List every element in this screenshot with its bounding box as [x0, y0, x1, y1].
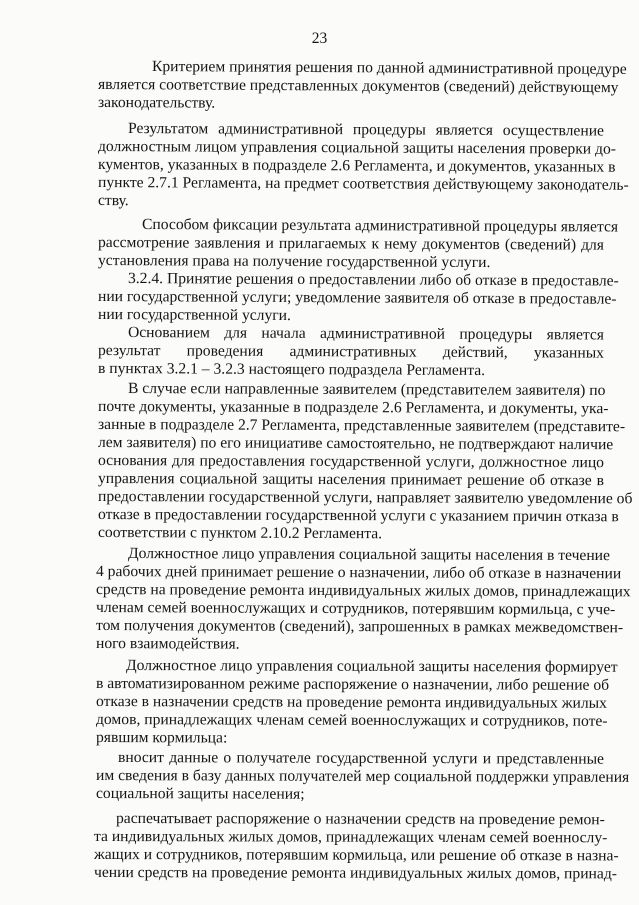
text-line: В случае если направленные заявителем (представителем заявителя) по — [127, 380, 606, 400]
text-line: результат проведения административных действий, указанных — [97, 342, 605, 362]
text-line: почте документы, указанные в подразделе 2.6 Регламента, и документы, ука- — [97, 398, 609, 418]
page-number: 23 — [311, 30, 328, 47]
text-line: кументов, указанных в подразделе 2.6 Регламента, и документов, указанных в — [97, 156, 616, 176]
text-line: Должностное лицо управления социальной защиты населения формирует — [125, 657, 618, 676]
text-line: рявшим кормильца: — [95, 729, 228, 747]
text-line: нии государственной услуги; уведомление заявителя об отказе в предоставле- — [97, 288, 617, 308]
text-line: рассмотрение заявления и прилагаемых к нему документов (сведений) для — [97, 234, 605, 254]
text-line: соответствии с пунктом 2.10.2 Регламента. — [97, 524, 383, 543]
text-line: в автоматизированном режиме распоряжение о назначении, либо решение об — [95, 675, 610, 694]
text-line: 3.2.4. Принятие решения о предоставлении либо об отказе в предоставле- — [127, 270, 619, 290]
text-line: ного взаимодействия. — [95, 635, 240, 653]
text-line: отказе в предоставлении государственной услуги с указанием причин отказа в — [97, 506, 619, 526]
text-line: Результатом административной процедуры является осуществление — [127, 120, 605, 140]
text-line: членам семей военнослужащих и сотрудников, потерявшим кормильца, с уче- — [95, 599, 616, 619]
text-line: законодательству. — [97, 94, 216, 112]
text-line: им сведения в базу данных получателей мер социальной поддержки управления — [95, 767, 630, 786]
text-line: средств на проведение ремонта индивидуальных жилых домов, принадлежащих — [95, 581, 631, 601]
text-line: является соответствие представленных документов (сведений) действующему — [97, 76, 619, 97]
text-line: чении средств на проведение ремонта индивидуальных жилых домов, принад- — [93, 864, 617, 883]
text-line: должностным лицом управления социальной защиты населения проверки до- — [97, 138, 617, 158]
text-line: в пунктах 3.2.1 – 3.2.3 настоящего подраздела Регламента. — [97, 360, 486, 380]
text-line: основания для предоставления государственной услуги, должностное лицо — [97, 452, 605, 472]
text-line: жащих и сотрудников, потерявшим кормильца, или решение об отказе в назна- — [93, 846, 619, 865]
text-line: Основанием для начала административной процедуры является — [127, 324, 605, 344]
text-line: вносит данные о получателе государственной услуги и представленные — [117, 749, 605, 768]
text-line: нии государственной услуги. — [97, 306, 291, 325]
text-line: пункте 2.7.1 Регламента, на предмет соответствия действующему законодатель- — [97, 174, 629, 194]
text-line: отказе в назначении средств на проведение ремонта индивидуальных жилых — [95, 693, 607, 712]
text-line: занные в подразделе 2.7 Регламента, представленные заявителем (представите- — [97, 416, 626, 436]
text-line: социальной защиты населения; — [95, 785, 305, 803]
text-line: домов, принадлежащих членам семей военнослужащих и сотрудников, поте- — [95, 711, 608, 730]
text-line: Должностное лицо управления социальной защиты населения в течение — [127, 545, 611, 565]
text-line: предоставлении государственной услуги, направляет заявителю уведомление об — [97, 488, 633, 508]
text-line: лем заявителя) по его инициативе самостоятельно, не подтверждают наличие — [97, 434, 614, 454]
text-line: том получения документов (сведений), запрошенных в рамках межведомствен- — [95, 617, 624, 637]
text-line: управления социальной защиты населения принимает решение об отказе в — [97, 470, 605, 490]
text-line: та индивидуальных жилых домов, принадлежащих членам семей военнослу- — [93, 828, 608, 847]
text-line: распечатывает распоряжение о назначении средств на проведение ремон- — [115, 810, 605, 829]
text-line: установления права на получение государственной услуги. — [97, 252, 491, 272]
text-line: ству. — [97, 192, 129, 210]
text-line: Критерием принятия решения по данной административной процедуре — [151, 58, 627, 78]
text-line: 4 рабочих дней принимает решение о назначении, либо об отказе в назначении — [95, 563, 622, 583]
text-line: Способом фиксации результата административной процедуры является — [141, 216, 619, 236]
